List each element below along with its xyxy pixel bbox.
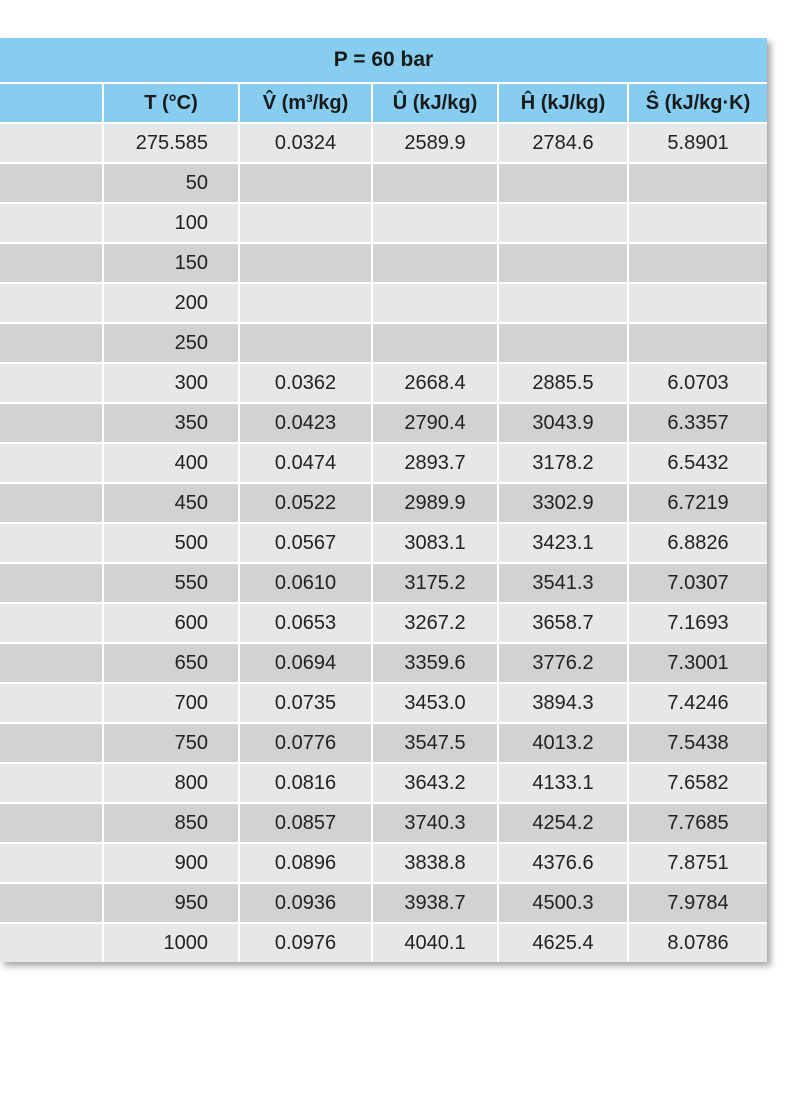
row-label-cell [0, 324, 104, 362]
row-label-cell [0, 724, 104, 762]
row-label-cell [0, 244, 104, 282]
table-row [0, 364, 767, 404]
enthalpy-cell: 4254.2 [499, 804, 629, 842]
table-row [0, 804, 767, 844]
pressure-header [0, 38, 767, 84]
column-header-enthalpy: Ĥ (kJ/kg) [499, 84, 629, 122]
volume-cell: 0.0694 [240, 644, 373, 682]
temperature-cell: 600 [104, 604, 240, 642]
column-header-temperature: T (°C) [104, 84, 240, 122]
entropy-cell [629, 164, 767, 202]
entropy-cell: 6.3357 [629, 404, 767, 442]
row-label-cell [0, 924, 104, 962]
volume-cell: 0.0936 [240, 884, 373, 922]
temperature-cell: 450 [104, 484, 240, 522]
enthalpy-cell: 3541.3 [499, 564, 629, 602]
row-label-cell [0, 204, 104, 242]
enthalpy-cell [499, 284, 629, 322]
internal-energy-cell [373, 284, 499, 322]
table-row [0, 524, 767, 564]
volume-cell: 0.0362 [240, 364, 373, 402]
internal-energy-cell: 4040.1 [373, 924, 499, 962]
internal-energy-cell: 2668.4 [373, 364, 499, 402]
entropy-cell: 6.8826 [629, 524, 767, 562]
table-row [0, 284, 767, 324]
internal-energy-cell: 3453.0 [373, 684, 499, 722]
enthalpy-cell: 4133.1 [499, 764, 629, 802]
internal-energy-cell: 2989.9 [373, 484, 499, 522]
volume-cell: 0.0522 [240, 484, 373, 522]
row-label-cell [0, 164, 104, 202]
internal-energy-cell [373, 204, 499, 242]
table-row [0, 484, 767, 524]
volume-cell: 0.0857 [240, 804, 373, 842]
entropy-cell [629, 204, 767, 242]
temperature-cell: 700 [104, 684, 240, 722]
table-row [0, 724, 767, 764]
entropy-cell: 5.8901 [629, 124, 767, 162]
row-label-cell [0, 404, 104, 442]
table-row [0, 924, 767, 962]
table-row [0, 684, 767, 724]
volume-cell [240, 204, 373, 242]
entropy-cell: 6.5432 [629, 444, 767, 482]
internal-energy-cell: 2893.7 [373, 444, 499, 482]
entropy-cell: 7.3001 [629, 644, 767, 682]
temperature-cell: 500 [104, 524, 240, 562]
temperature-cell: 650 [104, 644, 240, 682]
volume-cell: 0.0653 [240, 604, 373, 642]
enthalpy-cell: 3423.1 [499, 524, 629, 562]
internal-energy-cell: 3267.2 [373, 604, 499, 642]
row-label-cell [0, 124, 104, 162]
table-row [0, 884, 767, 924]
row-label-cell [0, 764, 104, 802]
row-label-cell [0, 484, 104, 522]
table-row [0, 604, 767, 644]
enthalpy-cell: 3658.7 [499, 604, 629, 642]
enthalpy-cell: 3178.2 [499, 444, 629, 482]
internal-energy-cell: 3175.2 [373, 564, 499, 602]
row-label-cell [0, 684, 104, 722]
internal-energy-cell: 2790.4 [373, 404, 499, 442]
enthalpy-cell: 4376.6 [499, 844, 629, 882]
internal-energy-cell: 3740.3 [373, 804, 499, 842]
internal-energy-cell: 3083.1 [373, 524, 499, 562]
internal-energy-cell: 2589.9 [373, 124, 499, 162]
volume-cell: 0.0324 [240, 124, 373, 162]
volume-cell [240, 244, 373, 282]
internal-energy-cell: 3643.2 [373, 764, 499, 802]
entropy-cell: 7.6582 [629, 764, 767, 802]
enthalpy-cell: 3043.9 [499, 404, 629, 442]
entropy-cell: 7.1693 [629, 604, 767, 642]
table-row [0, 204, 767, 244]
volume-cell: 0.0735 [240, 684, 373, 722]
table-body [0, 124, 767, 962]
entropy-cell [629, 244, 767, 282]
internal-energy-cell [373, 244, 499, 282]
temperature-cell: 150 [104, 244, 240, 282]
temperature-cell: 800 [104, 764, 240, 802]
volume-cell: 0.0423 [240, 404, 373, 442]
temperature-cell: 350 [104, 404, 240, 442]
temperature-cell: 850 [104, 804, 240, 842]
row-label-cell [0, 644, 104, 682]
entropy-cell: 6.0703 [629, 364, 767, 402]
column-header-row [0, 84, 767, 124]
internal-energy-cell [373, 324, 499, 362]
temperature-cell: 550 [104, 564, 240, 602]
volume-cell: 0.0776 [240, 724, 373, 762]
row-label-cell [0, 284, 104, 322]
pressure-label: P = 60 bar [333, 48, 434, 71]
temperature-cell: 400 [104, 444, 240, 482]
temperature-cell: 750 [104, 724, 240, 762]
enthalpy-cell: 4625.4 [499, 924, 629, 962]
temperature-cell: 250 [104, 324, 240, 362]
column-header-volume: V̂ (m³/kg) [240, 84, 373, 122]
table-row [0, 164, 767, 204]
row-label-cell [0, 444, 104, 482]
internal-energy-cell: 3938.7 [373, 884, 499, 922]
steam-table [0, 38, 767, 962]
volume-cell [240, 164, 373, 202]
enthalpy-cell: 3776.2 [499, 644, 629, 682]
entropy-cell: 7.8751 [629, 844, 767, 882]
row-label-cell [0, 604, 104, 642]
temperature-cell: 1000 [104, 924, 240, 962]
volume-cell [240, 324, 373, 362]
row-label-cell [0, 804, 104, 842]
volume-cell: 0.0976 [240, 924, 373, 962]
enthalpy-cell [499, 244, 629, 282]
volume-cell [240, 284, 373, 322]
entropy-cell: 6.7219 [629, 484, 767, 522]
entropy-cell: 7.4246 [629, 684, 767, 722]
row-label-cell [0, 884, 104, 922]
entropy-cell [629, 284, 767, 322]
entropy-cell: 7.9784 [629, 884, 767, 922]
volume-cell: 0.0610 [240, 564, 373, 602]
enthalpy-cell: 3302.9 [499, 484, 629, 522]
column-header-blank [0, 84, 104, 122]
enthalpy-cell: 4013.2 [499, 724, 629, 762]
volume-cell: 0.0474 [240, 444, 373, 482]
row-label-cell [0, 844, 104, 882]
temperature-cell: 900 [104, 844, 240, 882]
enthalpy-cell: 3894.3 [499, 684, 629, 722]
entropy-cell: 7.0307 [629, 564, 767, 602]
temperature-cell: 300 [104, 364, 240, 402]
internal-energy-cell: 3547.5 [373, 724, 499, 762]
table-row [0, 244, 767, 284]
entropy-cell: 7.5438 [629, 724, 767, 762]
enthalpy-cell [499, 164, 629, 202]
column-header-entropy: Ŝ (kJ/kg·K) [629, 84, 767, 122]
internal-energy-cell: 3359.6 [373, 644, 499, 682]
column-header-internal-energy: Û (kJ/kg) [373, 84, 499, 122]
entropy-cell: 8.0786 [629, 924, 767, 962]
entropy-cell [629, 324, 767, 362]
table-row [0, 644, 767, 684]
table-row [0, 324, 767, 364]
volume-cell: 0.0816 [240, 764, 373, 802]
temperature-cell: 50 [104, 164, 240, 202]
row-label-cell [0, 364, 104, 402]
table-row [0, 404, 767, 444]
entropy-cell: 7.7685 [629, 804, 767, 842]
enthalpy-cell [499, 204, 629, 242]
table-row [0, 764, 767, 804]
temperature-cell: 950 [104, 884, 240, 922]
table-row [0, 124, 767, 164]
internal-energy-cell [373, 164, 499, 202]
volume-cell: 0.0896 [240, 844, 373, 882]
table-row [0, 564, 767, 604]
internal-energy-cell: 3838.8 [373, 844, 499, 882]
temperature-cell: 200 [104, 284, 240, 322]
temperature-cell: 275.585 [104, 124, 240, 162]
table-row [0, 844, 767, 884]
enthalpy-cell: 2784.6 [499, 124, 629, 162]
table-row [0, 444, 767, 484]
row-label-cell [0, 564, 104, 602]
volume-cell: 0.0567 [240, 524, 373, 562]
row-label-cell [0, 524, 104, 562]
enthalpy-cell: 4500.3 [499, 884, 629, 922]
temperature-cell: 100 [104, 204, 240, 242]
enthalpy-cell [499, 324, 629, 362]
enthalpy-cell: 2885.5 [499, 364, 629, 402]
